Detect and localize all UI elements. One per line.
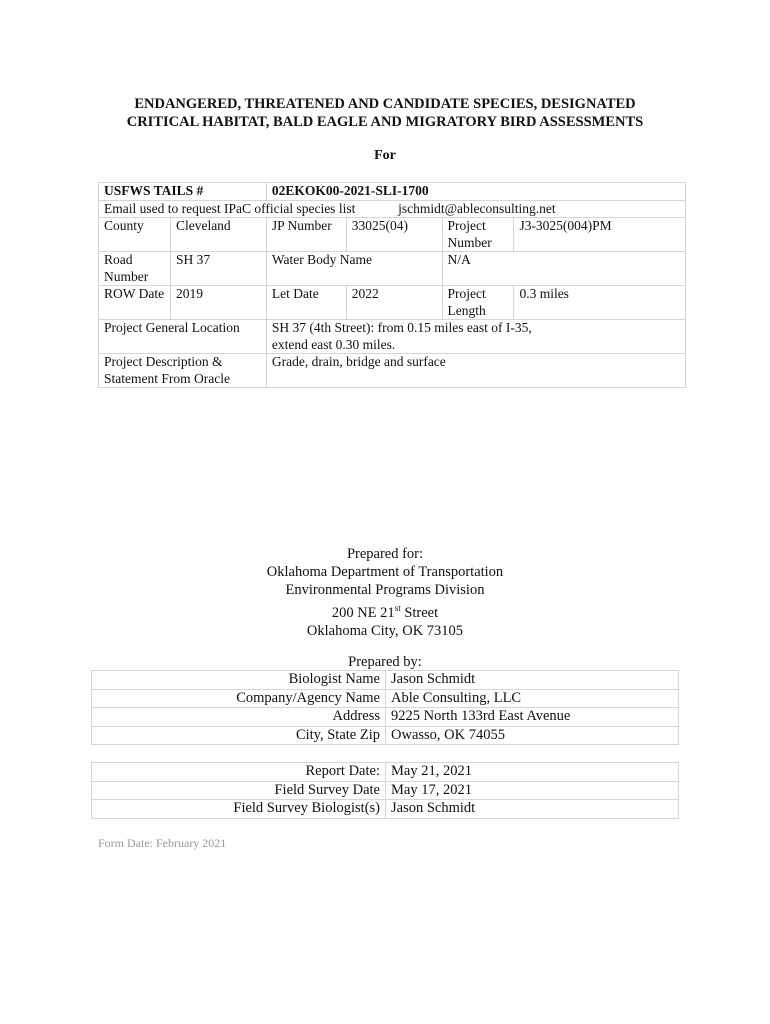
prepared-for-block	[0, 545, 770, 640]
road-value: SH 37	[170, 252, 266, 286]
project-length-value: 0.3 miles	[514, 286, 686, 320]
row-date-value: 2019	[170, 286, 266, 320]
title-line-2: CRITICAL HABITAT, BALD EAGLE AND MIGRATORY BIRD ASSESSMENTS	[126, 114, 644, 130]
table-row	[99, 320, 686, 354]
prepared-by-table	[91, 670, 679, 745]
prepared-for-label: Prepared for:	[346, 546, 424, 562]
prepared-for-org: Oklahoma Department of Transportation	[266, 564, 504, 580]
waterbody-value: N/A	[442, 252, 685, 286]
table-row	[92, 671, 679, 690]
location-text: SH 37 (4th Street): from 0.15 miles east of I-35, extend east 0.30 miles.	[271, 320, 532, 352]
table-row	[99, 200, 686, 218]
for-label: For	[374, 148, 396, 163]
table-row	[92, 763, 679, 782]
let-date-label: Let Date	[266, 286, 346, 320]
table-row	[92, 708, 679, 727]
road-label: Road Number	[99, 252, 171, 286]
field-survey-date-label: Field Survey Date	[92, 781, 386, 800]
report-date-value: May 21, 2021	[386, 763, 679, 782]
email-value: jschmidt@ableconsulting.net	[398, 200, 556, 216]
row-date-label: ROW Date	[99, 286, 171, 320]
table-row	[92, 726, 679, 745]
email-label: Email used to request IPaC official species list	[104, 200, 356, 216]
tails-label: USFWS TAILS #	[99, 183, 267, 201]
project-length-label: Project Length	[442, 286, 514, 320]
report-date-label: Report Date:	[92, 763, 386, 782]
field-survey-biologist-value: Jason Schmidt	[386, 800, 679, 819]
address-value: 9225 North 133rd East Avenue	[386, 708, 679, 727]
prepared-for-city: Oklahoma City, OK 73105	[306, 622, 464, 639]
table-row	[92, 689, 679, 708]
waterbody-label: Water Body Name	[266, 252, 442, 286]
prepared-for-street: 200 NE 21st Street	[331, 603, 439, 621]
report-dates-table	[91, 762, 679, 819]
table-row	[99, 183, 686, 201]
table-row	[99, 252, 686, 286]
tails-value: 02EKOK00-2021-SLI-1700	[266, 183, 685, 201]
county-value: Cleveland	[170, 218, 266, 252]
company-label: Company/Agency Name	[92, 689, 386, 708]
address-label: Address	[92, 708, 386, 727]
description-label	[99, 354, 267, 388]
project-number-value: J3-3025(004)PM	[514, 218, 686, 252]
let-date-value: 2022	[346, 286, 442, 320]
prepared-by-label: Prepared by:	[348, 654, 422, 670]
biologist-name-label: Biologist Name	[92, 671, 386, 690]
city-state-zip-label: City, State Zip	[92, 726, 386, 745]
description-value: Grade, drain, bridge and surface	[266, 354, 685, 388]
table-row	[92, 800, 679, 819]
title-line-1: ENDANGERED, THREATENED AND CANDIDATE SPECIES, DESIGNATED	[134, 96, 636, 112]
company-value: Able Consulting, LLC	[386, 689, 679, 708]
table-row	[99, 286, 686, 320]
field-survey-date-value: May 17, 2021	[386, 781, 679, 800]
email-row	[99, 200, 686, 218]
county-label: County	[99, 218, 171, 252]
field-survey-biologist-label: Field Survey Biologist(s)	[92, 800, 386, 819]
table-row	[99, 354, 686, 388]
prepared-for-division: Environmental Programs Division	[285, 582, 485, 598]
location-value	[266, 320, 685, 354]
project-number-label: Project Number	[442, 218, 514, 252]
project-info-table	[98, 182, 686, 388]
biologist-name-value: Jason Schmidt	[386, 671, 679, 690]
document-title	[60, 95, 710, 131]
jp-label: JP Number	[266, 218, 346, 252]
jp-value: 33025(04)	[346, 218, 442, 252]
form-date: Form Date: February 2021	[98, 836, 227, 850]
table-row	[92, 781, 679, 800]
table-row	[99, 218, 686, 252]
description-text: Project Description & Statement From Oracle	[104, 354, 230, 386]
city-state-zip-value: Owasso, OK 74055	[386, 726, 679, 745]
location-label: Project General Location	[99, 320, 267, 354]
